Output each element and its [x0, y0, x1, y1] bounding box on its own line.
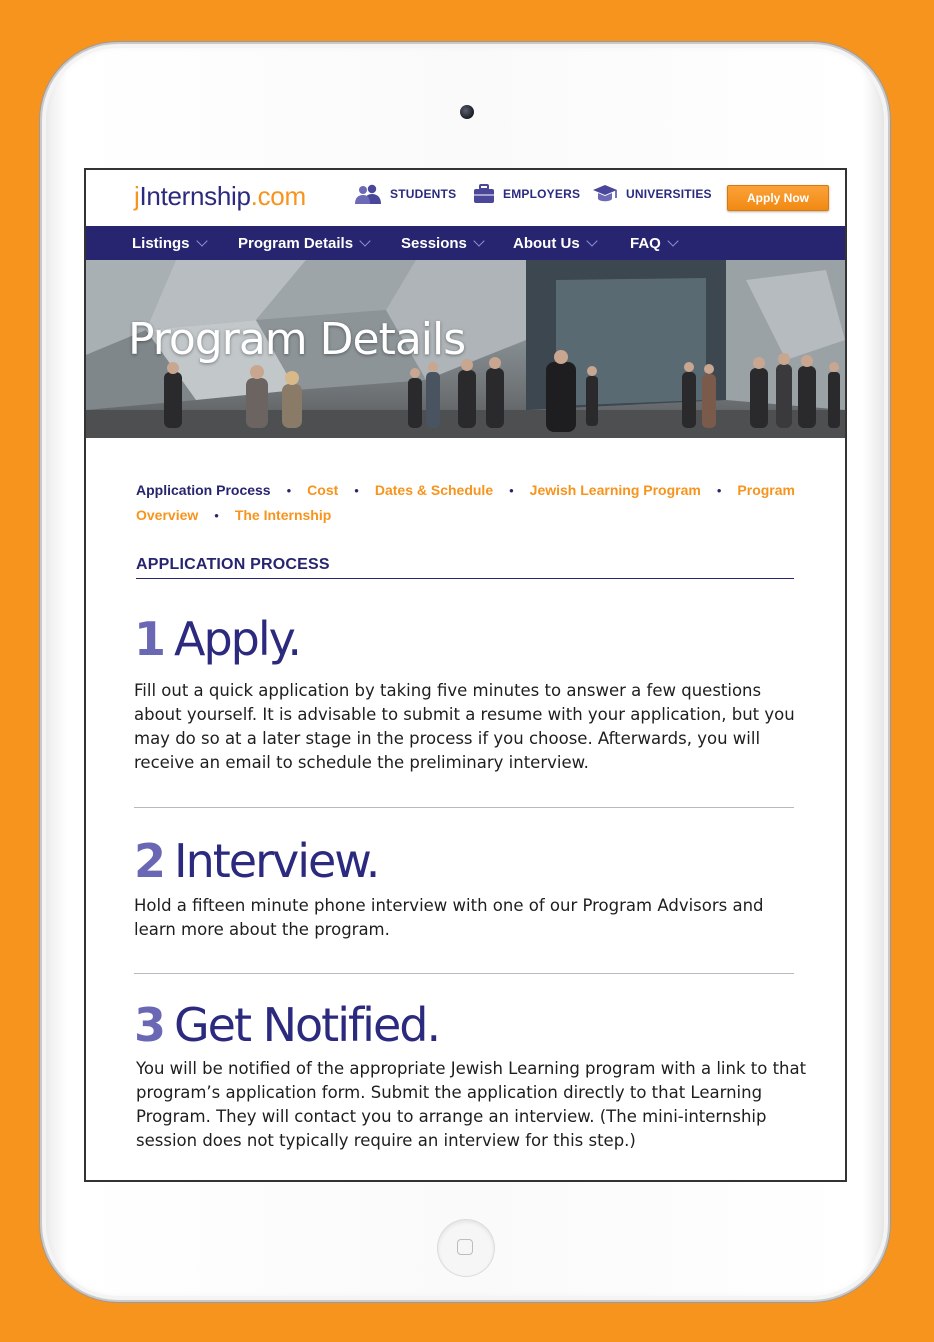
subnav-item-dates-schedule[interactable]: Dates & Schedule	[374, 482, 494, 498]
chevron-down-icon	[473, 235, 484, 246]
universities-label: UNIVERSITIES	[626, 187, 712, 201]
chevron-down-icon	[196, 235, 207, 246]
students-label: STUDENTS	[390, 187, 457, 201]
step-title-text: Interview.	[174, 834, 379, 888]
subnav-item-program-overview[interactable]: Program Overview	[136, 482, 795, 523]
home-square-icon	[457, 1239, 473, 1255]
main-nav	[86, 226, 845, 260]
briefcase-icon	[473, 184, 495, 204]
subnav-separator: •	[354, 483, 359, 498]
hero-banner	[86, 260, 845, 438]
sub-nav	[136, 478, 806, 528]
top-bar	[86, 170, 845, 226]
subnav-item-the-internship[interactable]: The Internship	[234, 507, 332, 523]
chevron-down-icon	[359, 235, 370, 246]
step-body: Fill out a quick application by taking five minutes to answer a few questions about yourself. It is advisable to submit a resume with your application, but you may do so at a later stage in the process if you choose. Afterwards, you will receive an email to schedule the preliminary interview.	[134, 681, 795, 772]
nav-item-label: About Us	[513, 234, 580, 252]
universities-link[interactable]	[592, 184, 712, 204]
screen	[84, 168, 847, 1182]
chevron-down-icon	[667, 235, 678, 246]
apply-now-button[interactable]: Apply Now	[727, 185, 829, 211]
step-title	[134, 998, 439, 1052]
subnav-separator: •	[716, 483, 722, 498]
subnav-separator: •	[286, 483, 292, 498]
divider	[134, 973, 794, 974]
subnav-item-application-process[interactable]: Application Process	[136, 482, 271, 498]
camera-icon	[460, 105, 474, 119]
step-number: 1	[134, 612, 167, 666]
nav-item-faq[interactable]	[630, 226, 677, 260]
step-number: 2	[134, 834, 167, 888]
step-body: Hold a fifteen minute phone interview with one of our Program Advisors and learn more about the program.	[134, 896, 764, 939]
chevron-down-icon	[586, 235, 597, 246]
students-link[interactable]	[354, 184, 456, 204]
nav-item-listings[interactable]	[132, 226, 206, 260]
nav-item-program-details[interactable]	[238, 226, 369, 260]
step-title-text: Get Notified.	[174, 998, 440, 1052]
site-logo[interactable]	[134, 181, 306, 212]
nav-item-label: Program Details	[238, 234, 354, 252]
students-icon	[354, 184, 382, 204]
nav-item-about-us[interactable]	[513, 226, 596, 260]
step-title-text: Apply.	[174, 612, 300, 666]
nav-item-label: Sessions	[401, 234, 467, 252]
nav-item-sessions[interactable]	[401, 226, 483, 260]
subnav-separator: •	[509, 483, 514, 498]
logo-main: Internship	[139, 181, 251, 211]
home-button[interactable]	[438, 1220, 494, 1276]
graduation-cap-icon	[592, 184, 618, 204]
employers-link[interactable]	[473, 184, 580, 204]
logo-prefix: j	[134, 181, 140, 211]
subnav-separator: •	[214, 508, 219, 523]
logo-suffix: .com	[250, 181, 306, 211]
subnav-item-cost[interactable]: Cost	[307, 482, 339, 498]
page-title: Program Details	[128, 314, 466, 365]
step-title	[134, 834, 378, 888]
step-title	[134, 612, 300, 666]
step-body: You will be notified of the appropriate Jewish Learning program with a link to that program’s application form. Submit the application directly to that Learning Program. They will contact you to arrange an interview. (The mini-internship session does not typically require an interview for this step.)	[136, 1059, 807, 1150]
nav-item-label: FAQ	[630, 234, 661, 252]
subnav-item-jewish-learning-program[interactable]: Jewish Learning Program	[529, 482, 701, 498]
nav-item-label: Listings	[132, 234, 190, 252]
employers-label: EMPLOYERS	[503, 187, 581, 201]
divider	[134, 807, 794, 808]
section-heading: APPLICATION PROCESS	[136, 556, 794, 579]
step-number: 3	[134, 998, 167, 1052]
